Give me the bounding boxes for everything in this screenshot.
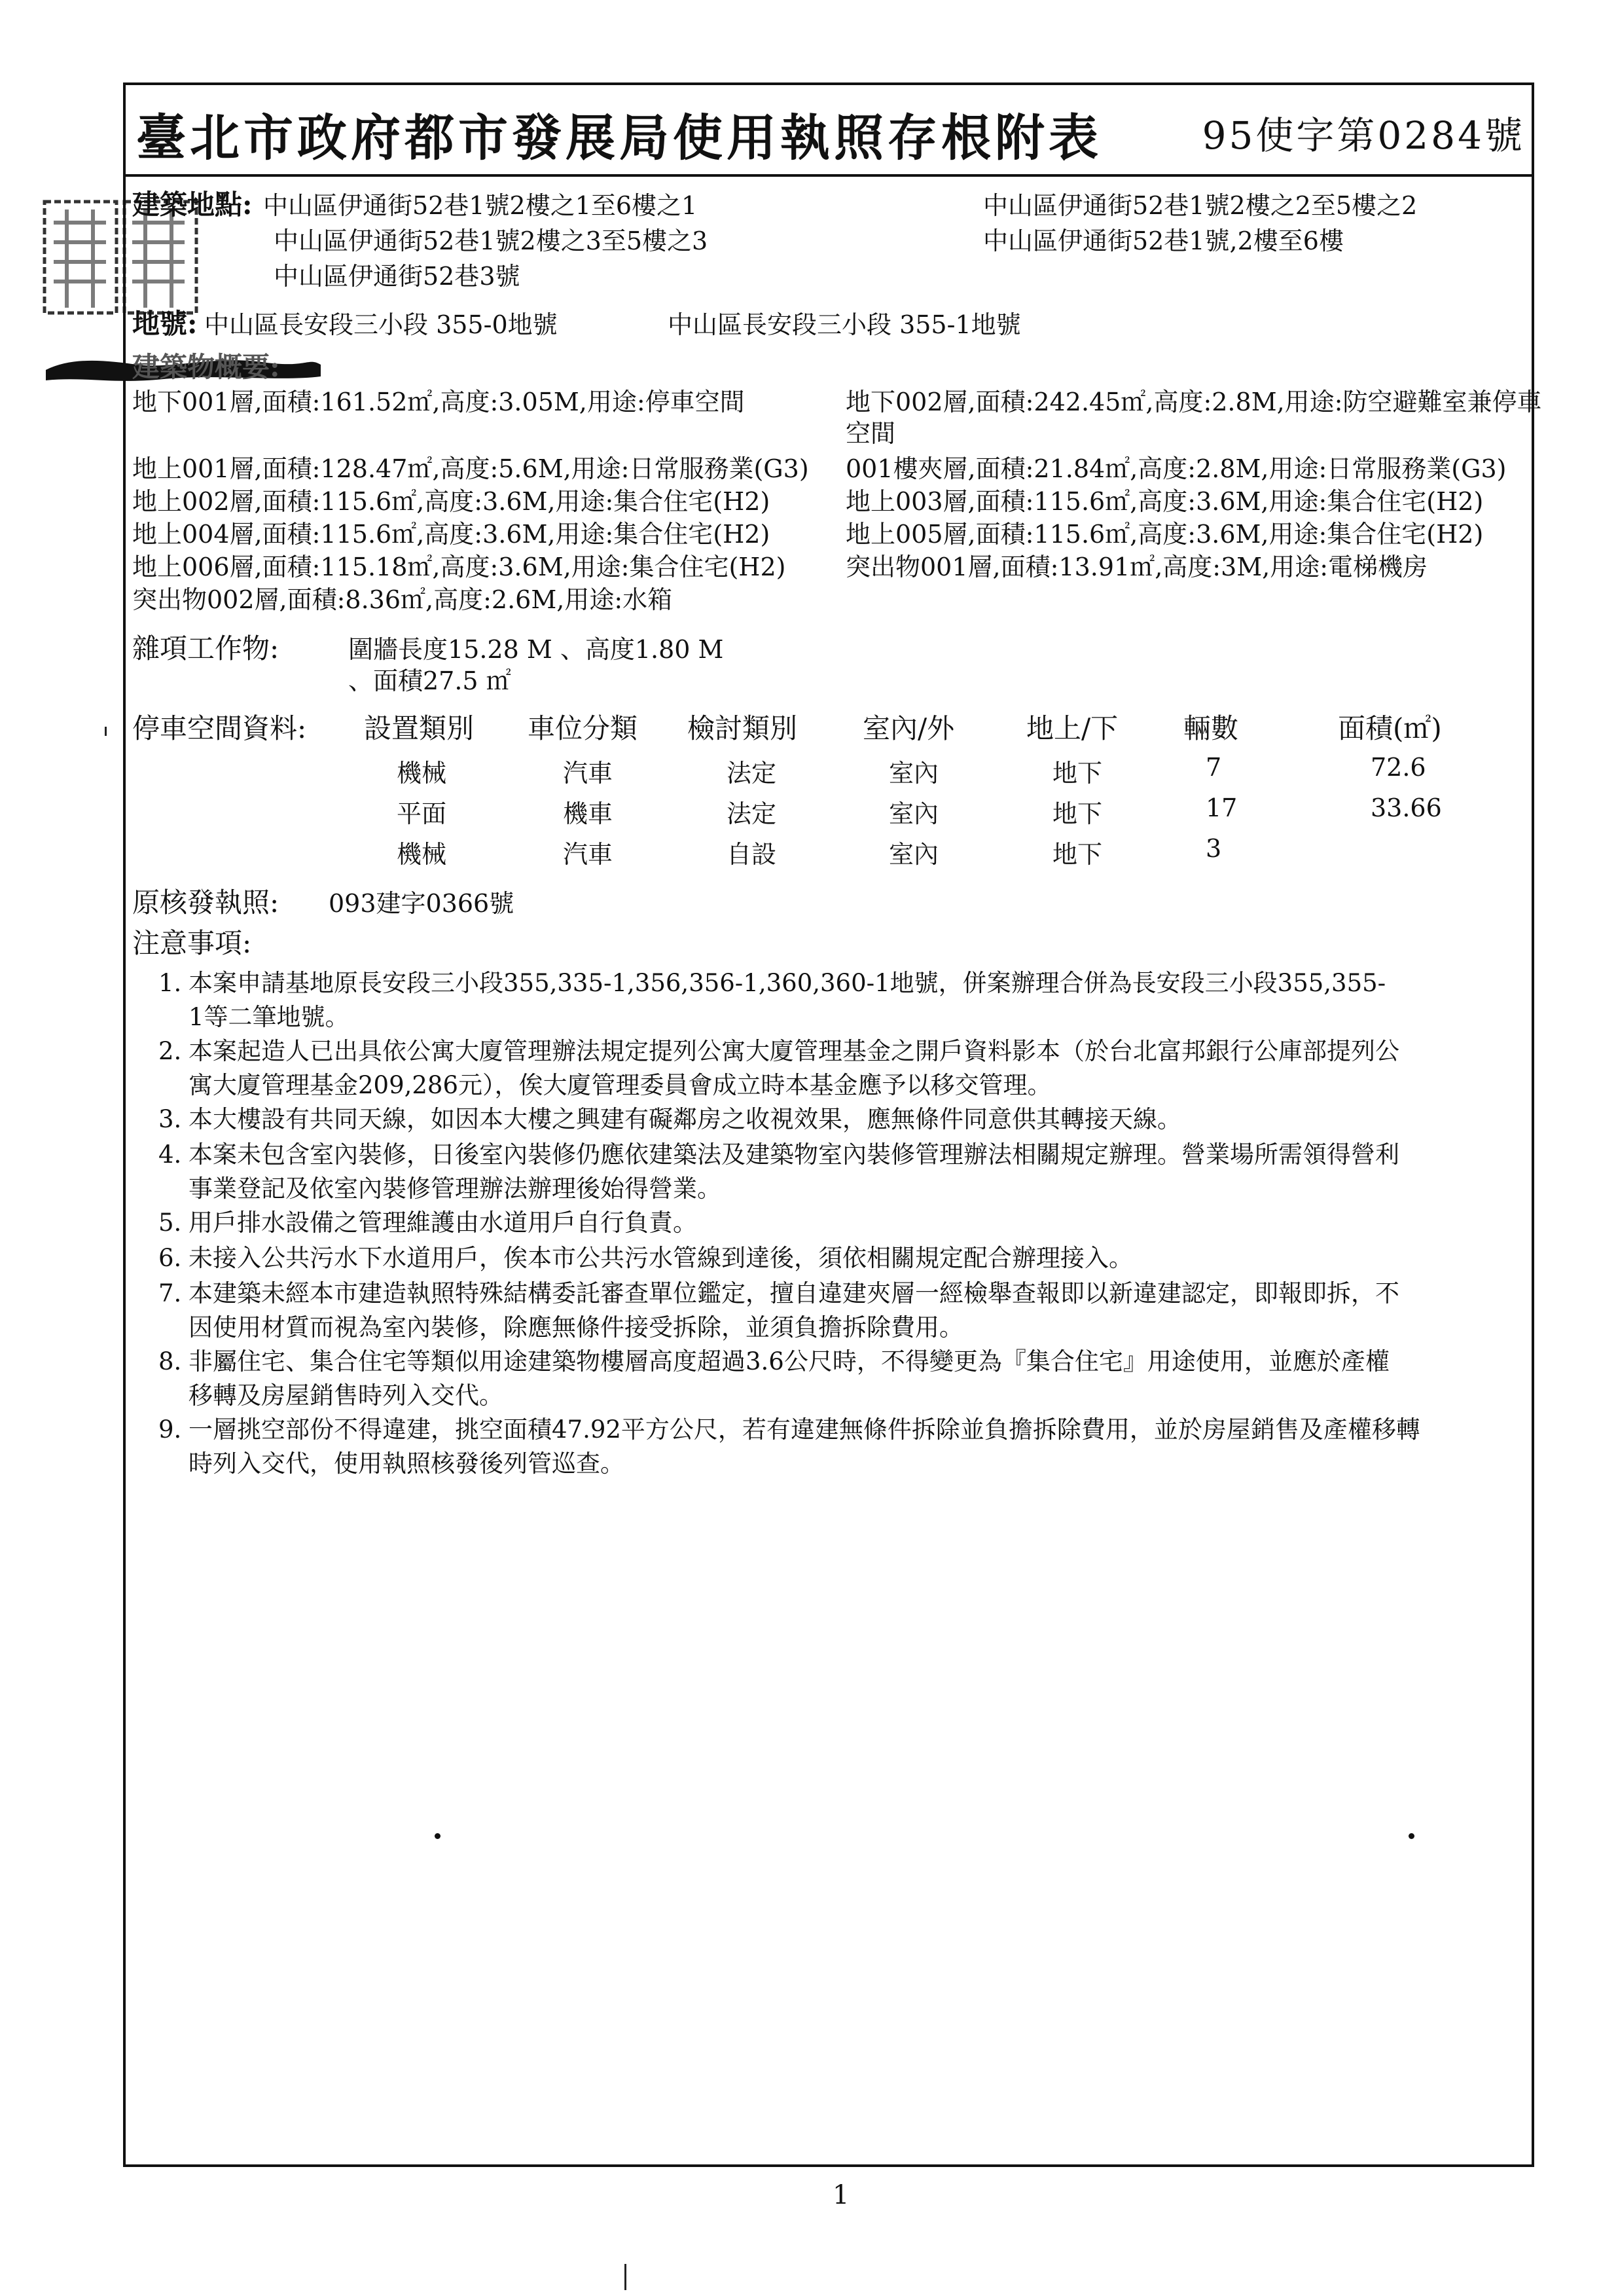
parking-row2-level: 地下 xyxy=(1052,799,1103,828)
floor-b2: 地下002層,面積:242.45㎡,高度:2.8M,用途:防空避難室兼停車 xyxy=(846,388,1542,416)
margin-mark xyxy=(624,2264,626,2290)
floor-b2-cont: 空間 xyxy=(846,419,896,448)
note-text: 一層挑空部份不得違建，挑空面積47.92平方公尺，若有違建無條件拆除並負擔拆除費用，並於房屋銷售及產權移轉 xyxy=(189,1415,1420,1444)
note-number: 3. xyxy=(158,1105,182,1133)
note-text: 未接入公共污水下水道用戶，俟本市公共污水管線到達後，須依相關規定配合辦理接入。 xyxy=(189,1244,1133,1272)
site-address-5: 中山區伊通街52巷3號 xyxy=(274,262,520,291)
site-address-1: 中山區伊通街52巷1號2樓之1至6樓之1 xyxy=(263,191,698,220)
parking-row2-type: 平面 xyxy=(397,799,447,828)
lot-number-1: 中山區長安段三小段 355-0地號 xyxy=(204,310,558,339)
note-line xyxy=(158,1277,1553,1311)
note-item xyxy=(158,1277,1553,1345)
note-item xyxy=(158,1206,1553,1240)
parking-header-count: 輛數 xyxy=(1183,712,1239,744)
lot-number-2: 中山區長安段三小段 355-1地號 xyxy=(668,310,1021,339)
note-line: 移轉及房屋銷售時列入交代。 xyxy=(189,1381,503,1410)
document-frame xyxy=(123,82,1542,2167)
site-address-4: 中山區伊通街52巷1號,2樓至6樓 xyxy=(983,227,1344,255)
misc-label: 雜項工作物: xyxy=(132,632,279,665)
print-speck xyxy=(1409,1833,1414,1839)
parking-row3-count: 3 xyxy=(1206,834,1222,863)
parking-row3-category: 汽車 xyxy=(563,840,613,869)
parking-row1-type: 機械 xyxy=(397,759,447,788)
note-line xyxy=(158,1206,1553,1240)
floor-6: 地上006層,面積:115.18㎡,高度:3.6M,用途:集合住宅(H2) xyxy=(132,553,786,581)
note-text: 本案未包含室內裝修，日後室內裝修仍應依建築法及建築物室內裝修管理辦法相關規定辦理。營業場所需領得營利 xyxy=(189,1140,1399,1169)
notes-label: 注意事項: xyxy=(132,927,252,959)
parking-row1-indoor: 室內 xyxy=(889,759,939,788)
misc-line-2: 、面積27.5 ㎡ xyxy=(348,666,511,695)
parking-row3-type: 機械 xyxy=(397,840,447,869)
parking-row1-count: 7 xyxy=(1206,753,1222,782)
note-line xyxy=(158,1413,1553,1447)
parking-row3-indoor: 室內 xyxy=(889,840,939,869)
note-line xyxy=(158,1241,1553,1275)
permit-number: 95使字第0284號 xyxy=(1202,113,1525,158)
floors-label: 建築物概要: xyxy=(132,351,280,383)
note-line: 因使用材質而視為室內裝修，除應無條件接受拆除，並須負擔拆除費用。 xyxy=(189,1313,963,1341)
parking-row2-area: 33.66 xyxy=(1371,793,1442,822)
note-text: 本大樓設有共同天線，如因本大樓之興建有礙鄰房之收視效果，應無條件同意供其轉接天線。 xyxy=(189,1105,1181,1133)
margin-mark xyxy=(105,727,107,736)
site-address-3: 中山區伊通街52巷1號2樓之3至5樓之3 xyxy=(274,227,708,255)
parking-header-category: 車位分類 xyxy=(528,712,638,744)
floor-1-mezzanine: 001樓夾層,面積:21.84㎡,高度:2.8M,用途:日常服務業(G3) xyxy=(846,454,1507,483)
title-bar xyxy=(126,85,1532,177)
note-line xyxy=(158,1345,1553,1379)
note-text: 本案申請基地原長安段三小段355,335-1,356,356-1,360,360-1地號，併案辦理合併為長安段三小段355,355- xyxy=(189,969,1386,997)
parking-row2-indoor: 室內 xyxy=(889,799,939,828)
note-number: 9. xyxy=(158,1415,182,1444)
print-speck xyxy=(435,1833,440,1839)
note-number: 2. xyxy=(158,1037,182,1065)
floor-3: 地上003層,面積:115.6㎡,高度:3.6M,用途:集合住宅(H2) xyxy=(846,487,1484,516)
parking-row3-review: 自設 xyxy=(727,840,777,869)
original-permit-label: 原核發執照: xyxy=(132,886,279,919)
note-number: 8. xyxy=(158,1347,182,1376)
original-permit-value: 093建字0366號 xyxy=(329,889,514,918)
note-item xyxy=(158,1138,1553,1206)
note-line: 時列入交代，使用執照核發後列管巡查。 xyxy=(189,1449,624,1478)
note-line: 寓大廈管理基金209,286元），俟大廈管理委員會成立時本基金應予以移交管理。 xyxy=(189,1071,1052,1099)
note-line: 1等二筆地號。 xyxy=(189,1003,350,1031)
note-number: 1. xyxy=(158,969,182,997)
parking-header-area: 面積(㎡) xyxy=(1338,712,1442,744)
note-number: 4. xyxy=(158,1140,182,1169)
note-number: 5. xyxy=(158,1209,182,1237)
parking-header-level: 地上/下 xyxy=(1026,712,1119,744)
parking-row1-area: 72.6 xyxy=(1371,753,1426,782)
parking-header-indoor: 室內/外 xyxy=(863,712,955,744)
note-item xyxy=(158,1241,1553,1275)
parking-row1-category: 汽車 xyxy=(563,759,613,788)
note-number: 7. xyxy=(158,1279,182,1307)
site-label: 建築地點: xyxy=(132,189,253,221)
note-item xyxy=(158,1413,1553,1481)
parking-row2-count: 17 xyxy=(1206,793,1238,822)
note-line: 事業登記及依室內裝修管理辦法辦理後始得營業。 xyxy=(189,1175,721,1203)
parking-row1-review: 法定 xyxy=(727,759,777,788)
floor-4: 地上004層,面積:115.6㎡,高度:3.6M,用途:集合住宅(H2) xyxy=(132,520,770,549)
parking-header-type: 設置類別 xyxy=(364,712,475,744)
parking-row2-category: 機車 xyxy=(563,799,613,828)
parking-row2-review: 法定 xyxy=(727,799,777,828)
note-item xyxy=(158,1102,1553,1137)
note-line xyxy=(158,966,1553,1000)
note-item xyxy=(158,1345,1553,1413)
document-title: 臺北市政府都市發展局使用執照存根附表 xyxy=(136,109,1102,167)
note-item xyxy=(158,1034,1553,1102)
note-text: 本建築未經本市建造執照特殊結構委託審查單位鑑定，擅自違建夾層一經檢舉查報即以新違建認定，即報即拆，不 xyxy=(189,1279,1399,1307)
site-address-2: 中山區伊通街52巷1號2樓之2至5樓之2 xyxy=(983,191,1418,220)
parking-label: 停車空間資料: xyxy=(132,712,307,744)
floor-5: 地上005層,面積:115.6㎡,高度:3.6M,用途:集合住宅(H2) xyxy=(846,520,1484,549)
lot-label: 地號: xyxy=(132,308,198,340)
floor-rooftop-1: 突出物001層,面積:13.91㎡,高度:3M,用途:電梯機房 xyxy=(846,553,1428,581)
floor-1: 地上001層,面積:128.47㎡,高度:5.6M,用途:日常服務業(G3) xyxy=(132,454,809,483)
parking-header-review: 檢討類別 xyxy=(687,712,798,744)
note-item xyxy=(158,966,1553,1034)
note-line xyxy=(158,1034,1553,1068)
floor-rooftop-2: 突出物002層,面積:8.36㎡,高度:2.6M,用途:水箱 xyxy=(132,585,673,614)
floor-b1: 地下001層,面積:161.52㎡,高度:3.05M,用途:停車空間 xyxy=(132,388,745,416)
note-line xyxy=(158,1102,1553,1137)
note-line xyxy=(158,1138,1553,1172)
note-text: 用戶排水設備之管理維護由水道用戶自行負責。 xyxy=(189,1209,697,1237)
note-text: 非屬住宅、集合住宅等類似用途建築物樓層高度超過3.6公尺時，不得變更為『集合住宅』用途使用，並應於產權 xyxy=(189,1347,1390,1376)
parking-row3-level: 地下 xyxy=(1052,840,1103,869)
note-number: 6. xyxy=(158,1244,182,1272)
floor-2: 地上002層,面積:115.6㎡,高度:3.6M,用途:集合住宅(H2) xyxy=(132,487,770,516)
note-text: 本案起造人已出具依公寓大廈管理辦法規定提列公寓大廈管理基金之開戶資料影本（於台北富邦銀行公庫部提列公 xyxy=(189,1037,1399,1065)
page-number: 1 xyxy=(833,2180,850,2210)
misc-line-1: 圍牆長度15.28 M 、高度1.80 M xyxy=(348,635,724,664)
parking-row1-level: 地下 xyxy=(1052,759,1103,788)
